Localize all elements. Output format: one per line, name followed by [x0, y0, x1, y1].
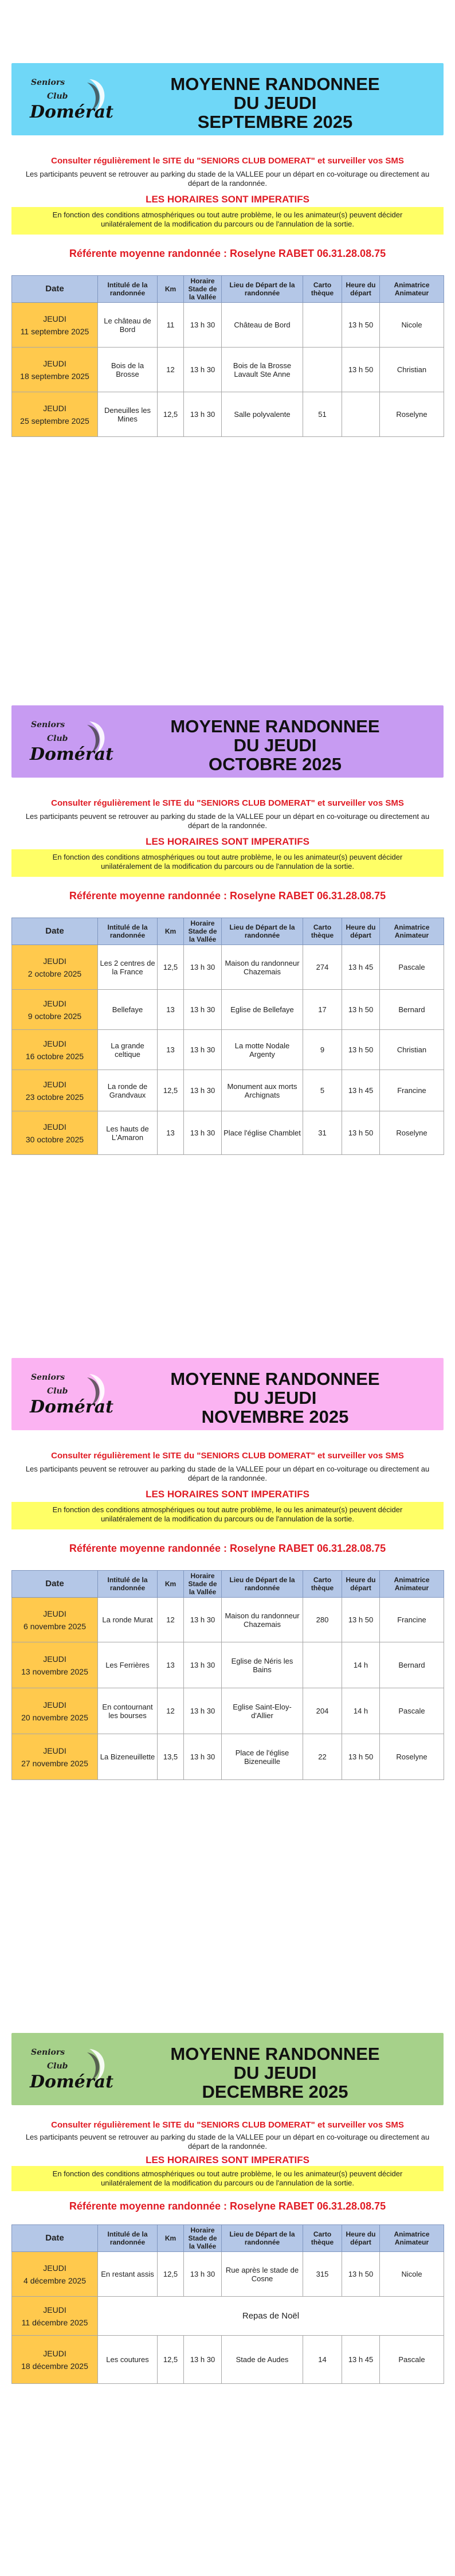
table-row: [12, 1734, 444, 1780]
cell-date: [12, 1598, 98, 1642]
date-weekday: JEUDI: [43, 314, 66, 323]
cell-km: 12,5: [158, 2336, 184, 2384]
header-cartotheque: Carto thèque: [303, 1571, 342, 1598]
table-row: [12, 1688, 444, 1734]
consult-notice: Consulter régulièrement le SITE du "SENIORS CLUB DOMERAT" et surveiller vos SMS: [51, 2120, 404, 2130]
consult-notice: Consulter régulièrement le SITE du "SENIORS CLUB DOMERAT" et surveiller vos SMS: [51, 1451, 404, 1461]
cell-cartotheque: 204: [303, 1688, 342, 1734]
logo-club-text: Club: [47, 1387, 68, 1396]
cell-lieu: Bois de la Brosse Lavault Ste Anne: [222, 348, 303, 392]
cell-intitule: La Bizeneuillette: [98, 1734, 158, 1780]
date-weekday: JEUDI: [43, 1122, 66, 1131]
cell-animateur: Pascale: [380, 2336, 444, 2384]
month-title-line: DU JEUDI: [233, 2063, 317, 2083]
cell-lieu: Eglise de Néris les Bains: [222, 1642, 303, 1688]
cell-horaire: 13 h 30: [184, 1598, 222, 1642]
month-title-line: NOVEMBRE 2025: [201, 1407, 349, 1427]
cell-heure-depart: [342, 392, 380, 437]
table-row: [12, 1642, 444, 1688]
cell-date: [12, 303, 98, 348]
header-date: Date: [12, 276, 98, 303]
header-date: Date: [12, 1571, 98, 1598]
cell-heure-depart: 13 h 50: [342, 1111, 380, 1155]
cell-horaire: 13 h 30: [184, 990, 222, 1030]
cell-cartotheque: 22: [303, 1734, 342, 1780]
cell-date: [12, 1734, 98, 1780]
cell-horaire: 13 h 30: [184, 1070, 222, 1111]
cell-animateur: Pascale: [380, 1688, 444, 1734]
meeting-info: Les participants peuvent se retrouver au parking du stade de la VALLEE pour un départ en co-voiturage ou directement au départ de la randonnée.: [25, 1465, 430, 1482]
cell-date: [12, 1111, 98, 1155]
cell-cartotheque: 5: [303, 1070, 342, 1111]
month-banner: [11, 1358, 444, 1430]
logo-domerat-text: Domérat: [30, 102, 113, 122]
logo-seniors-text: Seniors: [31, 78, 65, 87]
logo-club-text: Club: [47, 734, 68, 743]
cell-animateur: Roselyne: [380, 1111, 444, 1155]
date-weekday: JEUDI: [43, 1609, 66, 1618]
month-title: [115, 1369, 436, 1426]
cell-km: 12: [158, 348, 184, 392]
cell-horaire: 13 h 30: [184, 2252, 222, 2297]
logo-seniors-text: Seniors: [31, 720, 65, 729]
cell-lieu: Salle polyvalente: [222, 392, 303, 437]
date-weekday: JEUDI: [43, 403, 66, 413]
cell-intitule: Les coutures: [98, 2336, 158, 2384]
referente-contact: Référente moyenne randonnée : Roselyne RABET 06.31.28.08.75: [69, 1543, 386, 1554]
cell-date: [12, 945, 98, 990]
date-day: 18 décembre 2025: [21, 2361, 88, 2371]
cell-horaire: 13 h 30: [184, 2336, 222, 2384]
logo-seniors-text: Seniors: [31, 2048, 65, 2057]
header-km: Km: [158, 1571, 184, 1598]
header-cartotheque: Carto thèque: [303, 918, 342, 945]
cell-cartotheque: 9: [303, 1030, 342, 1070]
cell-km: 13: [158, 1642, 184, 1688]
meeting-info: Les participants peuvent se retrouver au parking du stade de la VALLEE pour un départ en co-voiturage ou directement au départ de la randonnée.: [25, 2133, 430, 2150]
cell-km: 11: [158, 303, 184, 348]
cell-intitule: Les Ferrières: [98, 1642, 158, 1688]
cell-heure-depart: 14 h: [342, 1688, 380, 1734]
cell-heure-depart: 13 h 50: [342, 1030, 380, 1070]
hike-schedule-table: [11, 918, 444, 1155]
header-lieu: Lieu de Départ de la randonnée: [222, 1571, 303, 1598]
cell-intitule: Le château de Bord: [98, 303, 158, 348]
month-title-line: MOYENNE RANDONNEE: [170, 716, 380, 736]
cell-km: 13,5: [158, 1734, 184, 1780]
month-title: [115, 75, 436, 131]
cell-animateur: Christian: [380, 348, 444, 392]
cell-lieu: Maison du randonneur Chazemais: [222, 945, 303, 990]
cell-date: [12, 2297, 98, 2336]
weather-notice: En fonction des conditions atmosphériques ou tout autre problème, le ou les animateur(s) peuvent décider unilatéralement de la modification du parcours ou de l'annulation de la sortie.: [11, 1502, 444, 1529]
header-horaire: Horaire Stade de la Vallée: [184, 276, 222, 303]
meeting-info: Les participants peuvent se retrouver au parking du stade de la VALLEE pour un départ en co-voiturage ou directement au départ de la randonnée.: [25, 812, 430, 830]
date-day: 20 novembre 2025: [21, 1712, 88, 1722]
cell-lieu: Rue après le stade de Cosne: [222, 2252, 303, 2297]
cell-horaire: 13 h 30: [184, 945, 222, 990]
logo-domerat-text: Domérat: [30, 744, 113, 764]
cell-date: [12, 2336, 98, 2384]
month-banner: [11, 63, 444, 135]
cell-km: 12,5: [158, 392, 184, 437]
cell-heure-depart: 13 h 45: [342, 2336, 380, 2384]
table-row: [12, 1111, 444, 1155]
cell-heure-depart: 13 h 45: [342, 945, 380, 990]
table-header-row: [12, 1571, 444, 1598]
consult-notice: Consulter régulièrement le SITE du "SENIORS CLUB DOMERAT" et surveiller vos SMS: [51, 156, 404, 166]
cell-heure-depart: 13 h 50: [342, 2252, 380, 2297]
header-cartotheque: Carto thèque: [303, 2225, 342, 2252]
table-header-row: [12, 918, 444, 945]
month-title: [115, 2044, 436, 2101]
cell-horaire: 13 h 30: [184, 1111, 222, 1155]
cell-km: 12: [158, 1688, 184, 1734]
header-animateur: Animatrice Animateur: [380, 918, 444, 945]
date-weekday: JEUDI: [43, 1654, 66, 1664]
header-intitule: Intitulé de la randonnée: [98, 1571, 158, 1598]
schedule-warning: LES HORAIRES SONT IMPERATIFS: [146, 1489, 309, 1500]
month-title-line: MOYENNE RANDONNEE: [170, 2044, 380, 2064]
cell-animateur: Bernard: [380, 1642, 444, 1688]
club-logo: [24, 75, 116, 126]
schedule-warning: LES HORAIRES SONT IMPERATIFS: [146, 2155, 309, 2165]
referente-contact: Référente moyenne randonnée : Roselyne RABET 06.31.28.08.75: [69, 890, 386, 901]
cell-lieu: Château de Bord: [222, 303, 303, 348]
header-animateur: Animatrice Animateur: [380, 1571, 444, 1598]
cell-lieu: Eglise de Bellefaye: [222, 990, 303, 1030]
date-weekday: JEUDI: [43, 1700, 66, 1709]
cell-cartotheque: 315: [303, 2252, 342, 2297]
cell-animateur: Christian: [380, 1030, 444, 1070]
hike-schedule-table: [11, 1570, 444, 1780]
cell-heure-depart: 13 h 50: [342, 1598, 380, 1642]
header-heure-depart: Heure du départ: [342, 276, 380, 303]
month-title-line: SEPTEMBRE 2025: [197, 112, 353, 132]
consult-notice: Consulter régulièrement le SITE du "SENIORS CLUB DOMERAT" et surveiller vos SMS: [51, 798, 404, 808]
table-row: [12, 392, 444, 437]
date-day: 23 octobre 2025: [25, 1092, 84, 1102]
month-title-line: DU JEUDI: [233, 93, 317, 113]
cell-heure-depart: 13 h 45: [342, 1070, 380, 1111]
header-date: Date: [12, 918, 98, 945]
cell-animateur: Nicole: [380, 303, 444, 348]
cell-km: 12,5: [158, 1070, 184, 1111]
cell-cartotheque: 17: [303, 990, 342, 1030]
month-title-line: DU JEUDI: [233, 1388, 317, 1408]
hike-schedule-table: [11, 275, 444, 437]
date-weekday: JEUDI: [43, 1039, 66, 1048]
month-title-line: MOYENNE RANDONNEE: [170, 1369, 380, 1389]
cell-date: [12, 1642, 98, 1688]
date-weekday: JEUDI: [43, 956, 66, 966]
date-weekday: JEUDI: [43, 998, 66, 1008]
header-km: Km: [158, 2225, 184, 2252]
cell-horaire: 13 h 30: [184, 1734, 222, 1780]
table-row: [12, 1598, 444, 1642]
cell-km: 13: [158, 1111, 184, 1155]
weather-notice: En fonction des conditions atmosphériques ou tout autre problème, le ou les animateur(s) peuvent décider unilatéralement de la modification du parcours ou de l'annulation de la sortie.: [11, 207, 444, 235]
header-heure-depart: Heure du départ: [342, 2225, 380, 2252]
header-horaire: Horaire Stade de la Vallée: [184, 918, 222, 945]
cell-horaire: 13 h 30: [184, 1688, 222, 1734]
header-heure-depart: Heure du départ: [342, 1571, 380, 1598]
date-day: 25 septembre 2025: [20, 416, 89, 426]
date-day: 6 novembre 2025: [23, 1621, 86, 1631]
logo-domerat-text: Domérat: [30, 1397, 113, 1417]
date-day: 13 novembre 2025: [21, 1666, 88, 1676]
cell-intitule: Les hauts de L'Amaron: [98, 1111, 158, 1155]
header-km: Km: [158, 276, 184, 303]
header-horaire: Horaire Stade de la Vallée: [184, 1571, 222, 1598]
header-lieu: Lieu de Départ de la randonnée: [222, 918, 303, 945]
cell-lieu: Stade de Audes: [222, 2336, 303, 2384]
cell-lieu: La motte Nodale Argenty: [222, 1030, 303, 1070]
cell-date: [12, 2252, 98, 2297]
cell-animateur: Francine: [380, 1070, 444, 1111]
header-intitule: Intitulé de la randonnée: [98, 2225, 158, 2252]
table-header-row: [12, 276, 444, 303]
cell-lieu: Place de l'église Bizeneuille: [222, 1734, 303, 1780]
date-day: 16 octobre 2025: [25, 1051, 84, 1061]
cell-date: [12, 392, 98, 437]
cell-animateur: Pascale: [380, 945, 444, 990]
date-day: 4 décembre 2025: [23, 2276, 86, 2285]
date-day: 2 octobre 2025: [28, 969, 82, 978]
cell-horaire: 13 h 30: [184, 392, 222, 437]
cell-intitule: La grande celtique: [98, 1030, 158, 1070]
cell-date: [12, 990, 98, 1030]
month-title-line: MOYENNE RANDONNEE: [170, 74, 380, 94]
cell-heure-depart: 14 h: [342, 1642, 380, 1688]
header-animateur: Animatrice Animateur: [380, 2225, 444, 2252]
referente-contact: Référente moyenne randonnée : Roselyne RABET 06.31.28.08.75: [69, 248, 386, 259]
club-logo: [24, 717, 116, 768]
table-row: [12, 990, 444, 1030]
table-row: [12, 2252, 444, 2297]
cell-animateur: Bernard: [380, 990, 444, 1030]
cell-intitule: Bellefaye: [98, 990, 158, 1030]
table-row: [12, 348, 444, 392]
date-day: 11 décembre 2025: [21, 2317, 88, 2327]
cell-intitule: En contournant les bourses: [98, 1688, 158, 1734]
header-intitule: Intitulé de la randonnée: [98, 918, 158, 945]
cell-km: 13: [158, 1030, 184, 1070]
header-km: Km: [158, 918, 184, 945]
header-date: Date: [12, 2225, 98, 2252]
cell-cartotheque: [303, 348, 342, 392]
date-weekday: JEUDI: [43, 2305, 66, 2315]
table-row: [12, 303, 444, 348]
cell-heure-depart: 13 h 50: [342, 1734, 380, 1780]
cell-animateur: Roselyne: [380, 392, 444, 437]
table-row: [12, 2297, 444, 2336]
cell-horaire: 13 h 30: [184, 1030, 222, 1070]
cell-intitule: Les 2 centres de la France: [98, 945, 158, 990]
cell-intitule: Bois de la Brosse: [98, 348, 158, 392]
month-title-line: DECEMBRE 2025: [202, 2082, 348, 2102]
cell-km: 12,5: [158, 945, 184, 990]
cell-lieu: Maison du randonneur Chazemais: [222, 1598, 303, 1642]
month-title: [115, 717, 436, 774]
cell-heure-depart: 13 h 50: [342, 990, 380, 1030]
cell-intitule: La ronde de Grandvaux: [98, 1070, 158, 1111]
cell-date: [12, 1070, 98, 1111]
club-logo: [24, 2044, 116, 2096]
cell-cartotheque: 51: [303, 392, 342, 437]
date-weekday: JEUDI: [43, 1746, 66, 1755]
cell-cartotheque: [303, 1642, 342, 1688]
meeting-info: Les participants peuvent se retrouver au parking du stade de la VALLEE pour un départ en co-voiturage ou directement au départ de la randonnée.: [25, 170, 430, 188]
cell-km: 12,5: [158, 2252, 184, 2297]
date-weekday: JEUDI: [43, 2263, 66, 2273]
month-title-line: DU JEUDI: [233, 735, 317, 755]
cell-date: [12, 1030, 98, 1070]
date-weekday: JEUDI: [43, 358, 66, 368]
cell-animateur: Roselyne: [380, 1734, 444, 1780]
header-lieu: Lieu de Départ de la randonnée: [222, 2225, 303, 2252]
cell-horaire: 13 h 30: [184, 348, 222, 392]
table-row: [12, 1030, 444, 1070]
logo-domerat-text: Domérat: [30, 2072, 113, 2092]
cell-km: 13: [158, 990, 184, 1030]
date-day: 30 octobre 2025: [25, 1134, 84, 1144]
header-lieu: Lieu de Départ de la randonnée: [222, 276, 303, 303]
header-animateur: Animatrice Animateur: [380, 276, 444, 303]
date-weekday: JEUDI: [43, 1079, 66, 1089]
cell-cartotheque: 31: [303, 1111, 342, 1155]
cell-heure-depart: 13 h 50: [342, 348, 380, 392]
cell-merged-event: Repas de Noël: [98, 2297, 444, 2336]
cell-intitule: En restant assis: [98, 2252, 158, 2297]
table-row: [12, 945, 444, 990]
cell-lieu: Place l'église Chamblet: [222, 1111, 303, 1155]
cell-intitule: Deneuilles les Mines: [98, 392, 158, 437]
cell-horaire: 13 h 30: [184, 1642, 222, 1688]
cell-cartotheque: 280: [303, 1598, 342, 1642]
date-day: 11 septembre 2025: [20, 326, 89, 336]
header-horaire: Horaire Stade de la Vallée: [184, 2225, 222, 2252]
header-intitule: Intitulé de la randonnée: [98, 276, 158, 303]
logo-club-text: Club: [47, 92, 68, 101]
referente-contact: Référente moyenne randonnée : Roselyne RABET 06.31.28.08.75: [69, 2200, 386, 2212]
date-day: 9 octobre 2025: [28, 1011, 82, 1021]
cell-km: 12: [158, 1598, 184, 1642]
weather-notice: En fonction des conditions atmosphériques ou tout autre problème, le ou les animateur(s) peuvent décider unilatéralement de la modification du parcours ou de l'annulation de la sortie.: [11, 2166, 444, 2191]
logo-club-text: Club: [47, 2062, 68, 2071]
cell-intitule: La ronde Murat: [98, 1598, 158, 1642]
cell-heure-depart: 13 h 50: [342, 303, 380, 348]
cell-cartotheque: [303, 303, 342, 348]
weather-notice: En fonction des conditions atmosphériques ou tout autre problème, le ou les animateur(s) peuvent décider unilatéralement de la modification du parcours ou de l'annulation de la sortie.: [11, 849, 444, 877]
cell-animateur: Nicole: [380, 2252, 444, 2297]
logo-seniors-text: Seniors: [31, 1373, 65, 1382]
hike-schedule-table: [11, 2224, 444, 2384]
club-logo: [24, 1369, 116, 1421]
date-weekday: JEUDI: [43, 2348, 66, 2358]
header-cartotheque: Carto thèque: [303, 276, 342, 303]
date-day: 27 novembre 2025: [21, 1758, 88, 1768]
table-row: [12, 1070, 444, 1111]
cell-horaire: 13 h 30: [184, 303, 222, 348]
cell-animateur: Francine: [380, 1598, 444, 1642]
cell-lieu: Monument aux morts Archignats: [222, 1070, 303, 1111]
month-banner: [11, 705, 444, 778]
cell-date: [12, 1688, 98, 1734]
schedule-warning: LES HORAIRES SONT IMPERATIFS: [146, 836, 309, 847]
date-day: 18 septembre 2025: [20, 371, 89, 381]
cell-cartotheque: 274: [303, 945, 342, 990]
schedule-warning: LES HORAIRES SONT IMPERATIFS: [146, 194, 309, 205]
month-title-line: OCTOBRE 2025: [208, 754, 342, 774]
cell-lieu: Eglise Saint-Eloy-d'Allier: [222, 1688, 303, 1734]
table-row: [12, 2336, 444, 2384]
header-heure-depart: Heure du départ: [342, 918, 380, 945]
table-header-row: [12, 2225, 444, 2252]
cell-date: [12, 348, 98, 392]
cell-cartotheque: 14: [303, 2336, 342, 2384]
month-banner: [11, 2033, 444, 2105]
